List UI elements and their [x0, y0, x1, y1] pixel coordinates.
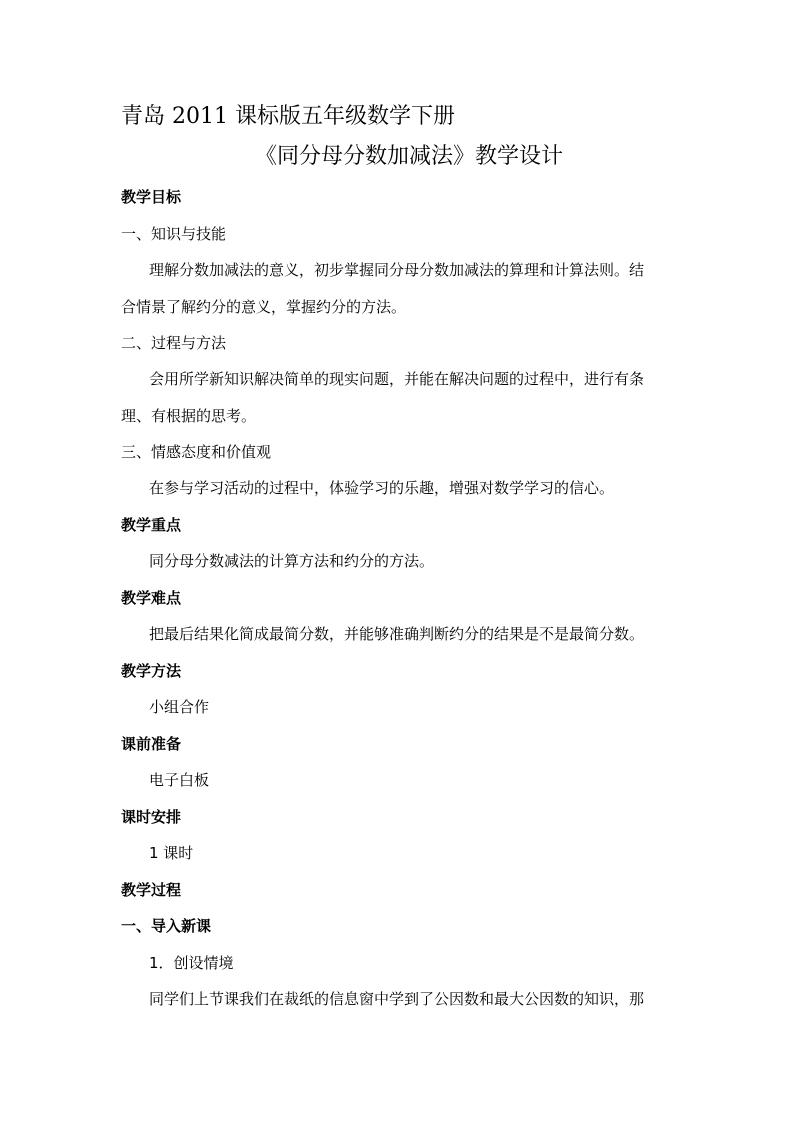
section-heading-method: 教学方法	[121, 662, 182, 680]
paragraph-key-points: 同分母分数减法的计算方法和约分的方法。	[149, 552, 435, 570]
paragraph-schedule: 1 课时	[149, 844, 194, 862]
document-title-line2: 《同分母分数加减法》教学设计	[255, 144, 564, 169]
paragraph-process-line2: 理、有根据的思考。	[121, 407, 257, 425]
section-heading-difficulties: 教学难点	[121, 589, 182, 607]
paragraph-difficulties: 把最后结果化简成最简分数，并能够准确判断约分的结果是不是最简分数。	[149, 625, 645, 643]
section-heading-prep: 课前准备	[121, 735, 182, 753]
subsection-heading-emotion: 三、情感态度和价值观	[121, 443, 272, 461]
subsection-heading-knowledge: 一、知识与技能	[121, 225, 227, 243]
paragraph-knowledge-line2: 合情景了解约分的意义，掌握约分的方法。	[121, 298, 407, 316]
section-heading-procedure: 教学过程	[121, 881, 182, 899]
paragraph-knowledge-line1: 理解分数加减法的意义，初步掌握同分母分数加减法的算理和计算法则。结	[149, 261, 645, 279]
section-heading-objectives: 教学目标	[121, 188, 182, 206]
paragraph-method: 小组合作	[149, 698, 210, 716]
subsection-heading-process: 二、过程与方法	[121, 334, 227, 352]
subsection-heading-intro: 一、导入新课	[121, 917, 212, 935]
paragraph-process-line1: 会用所学新知识解决简单的现实问题，并能在解决问题的过程中，进行有条	[149, 370, 645, 388]
section-heading-schedule: 课时安排	[121, 808, 182, 826]
section-heading-key-points: 教学重点	[121, 516, 182, 534]
paragraph-intro-line1: 同学们上节课我们在裁纸的信息窗中学到了公因数和最大公因数的知识，那	[149, 990, 645, 1008]
document-title-line1: 青岛 2011 课标版五年级数学下册	[121, 104, 455, 129]
sub-item-intro: 1．创设情境	[149, 954, 234, 972]
paragraph-prep: 电子白板	[149, 771, 210, 789]
paragraph-emotion: 在参与学习活动的过程中，体验学习的乐趣，增强对数学学习的信心。	[149, 479, 615, 497]
